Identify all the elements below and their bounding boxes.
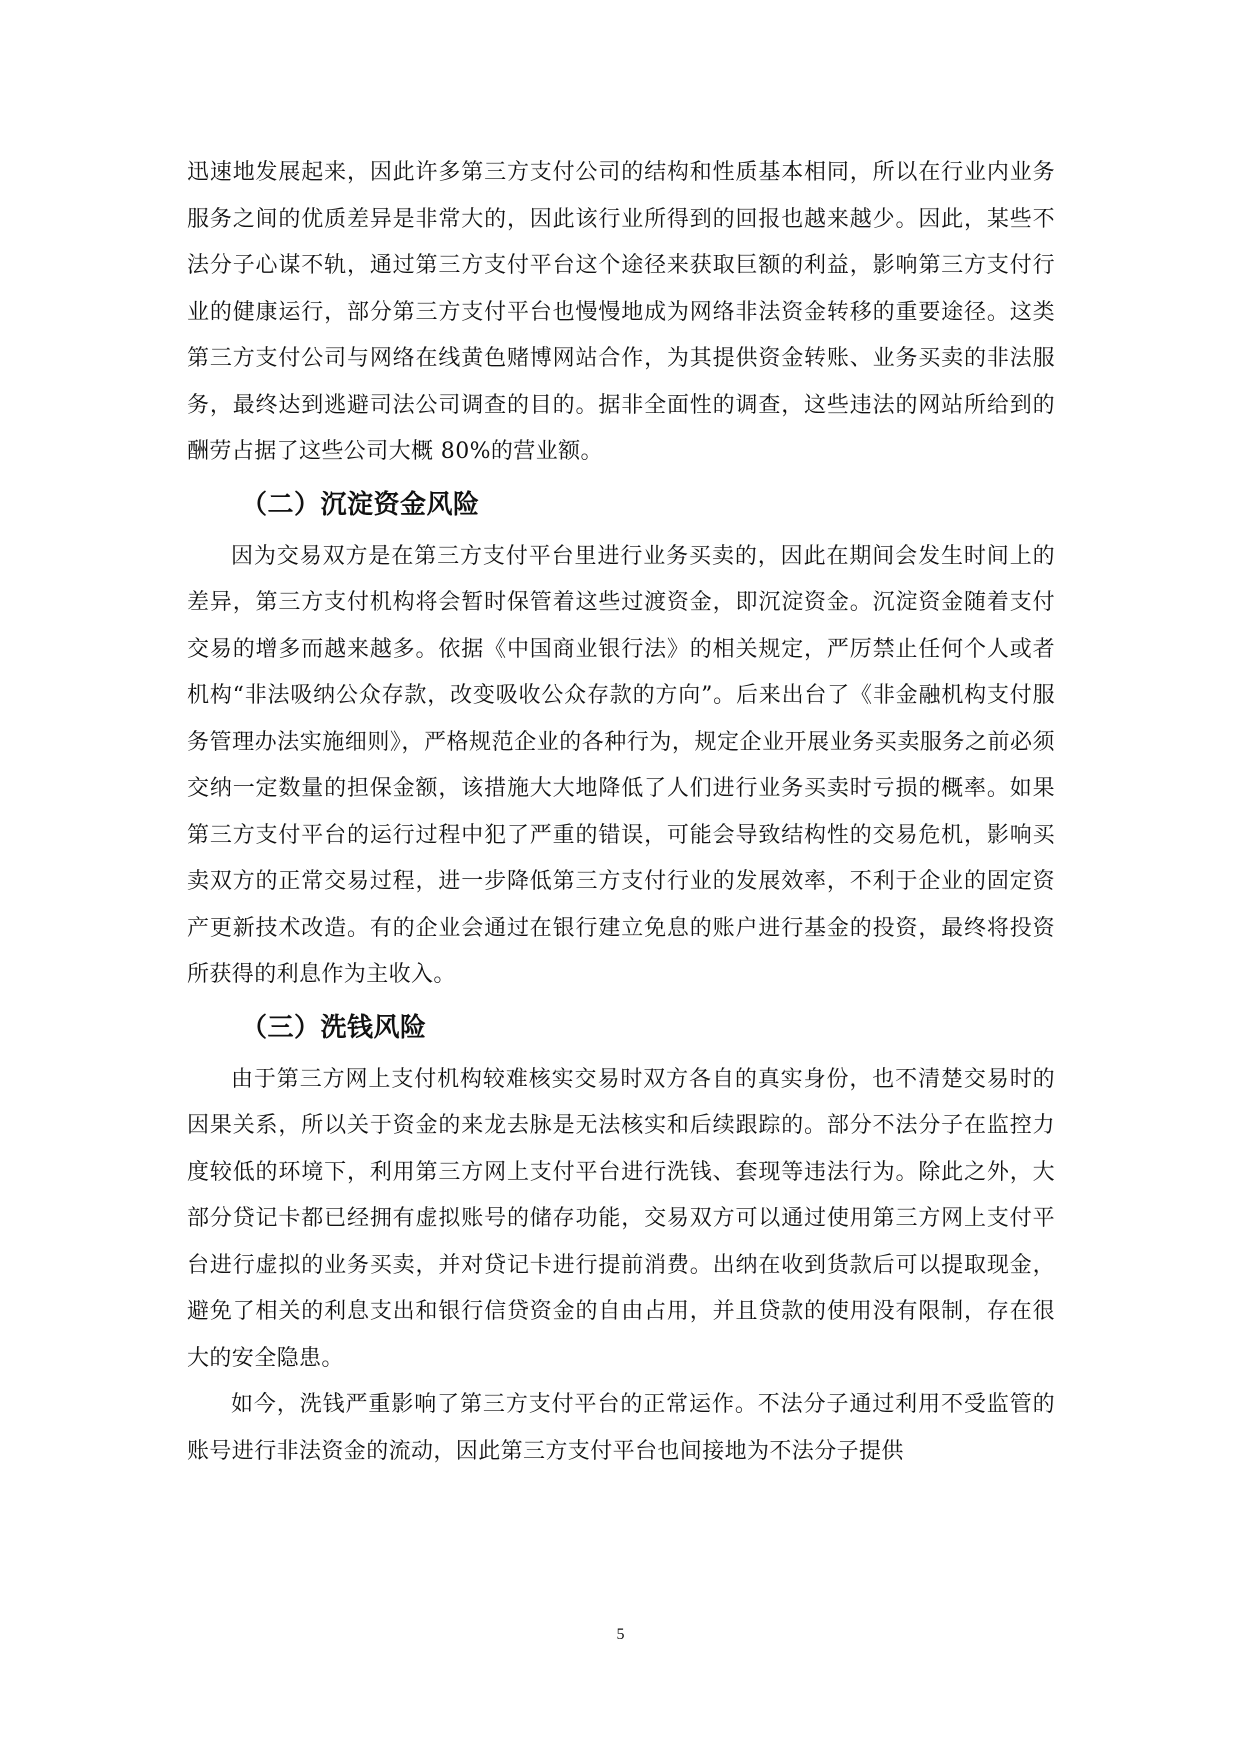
paragraph-continuation: 迅速地发展起来，因此许多第三方支付公司的结构和性质基本相同，所以在行业内业务服务之间的优质差异是非常大的，因此该行业所得到的回报也越来越少。因此，某些不法分子心谋不轨，通过第三方支付平台这个途径来获取巨额的利益，影响第三方支付行业的健康运行，部分第三方支付平台也慢慢地成为网络非法资金转移的重要途径。这类第三方支付公司与网络在线黄色赌博网站合作，为其提供资金转账、业务买卖的非法服务，最终达到逃避司法公司调查的目的。据非全面性的调查，这些违法的网站所给到的酬劳占据了这些公司大概 80%的营业额。 [187,160,1055,464]
section-heading-settled-funds-risk: （二）沉淀资金风险 [241,489,480,520]
paragraph-money-laundering: 由于第三方网上支付机构较难核实交易时双方各自的真实身份，也不清楚交易时的因果关系，所以关于资金的来龙去脉是无法核实和后续跟踪的。部分不法分子在监控力度较低的环境下，利用第三方网上支付平台进行洗钱、套现等违法行为。除此之外，大部分贷记卡都已经拥有虚拟账号的储存功能，交易双方可以通过使用第三方网上支付平台进行虚拟的业务买卖，并对贷记卡进行提前消费。出纳在收到货款后可以提取现金，避免了相关的利息支出和银行信贷资金的自由占用，并且贷款的使用没有限制，存在很大的安全隐患。 [187,1066,1055,1371]
section-heading-money-laundering-risk: （三）洗钱风险 [241,1012,427,1043]
paragraph-settled-funds: 因为交易双方是在第三方支付平台里进行业务买卖的，因此在期间会发生时间上的差异，第三方支付机构将会暂时保管着这些过渡资金，即沉淀资金。沉淀资金随着支付交易的增多而越来越多。依据《中国商业银行法》的相关规定，严厉禁止任何个人或者机构“非法吸纳公众存款，改变吸收公众存款的方向”。后来出台了《非金融机构支付服务管理办法实施细则》，严格规范企业的各种行为，规定企业开展业务买卖服务之前必须交纳一定数量的担保金额，该措施大大地降低了人们进行业务买卖时亏损的概率。如果第三方支付平台的运行过程中犯了严重的错误，可能会导致结构性的交易危机，影响买卖双方的正常交易过程，进一步降低第三方支付行业的发展效率，不利于企业的固定资产更新技术改造。有的企业会通过在银行建立免息的账户进行基金的投资，最终将投资所获得的利息作为主收入。 [187,543,1055,987]
paragraph-money-laundering-impact: 如今，洗钱严重影响了第三方支付平台的正常运作。不法分子通过利用不受监管的账号进行非法资金的流动，因此第三方支付平台也间接地为不法分子提供 [187,1392,1055,1464]
page-number: 5 [616,1626,625,1643]
document-body [187,150,1055,1475]
